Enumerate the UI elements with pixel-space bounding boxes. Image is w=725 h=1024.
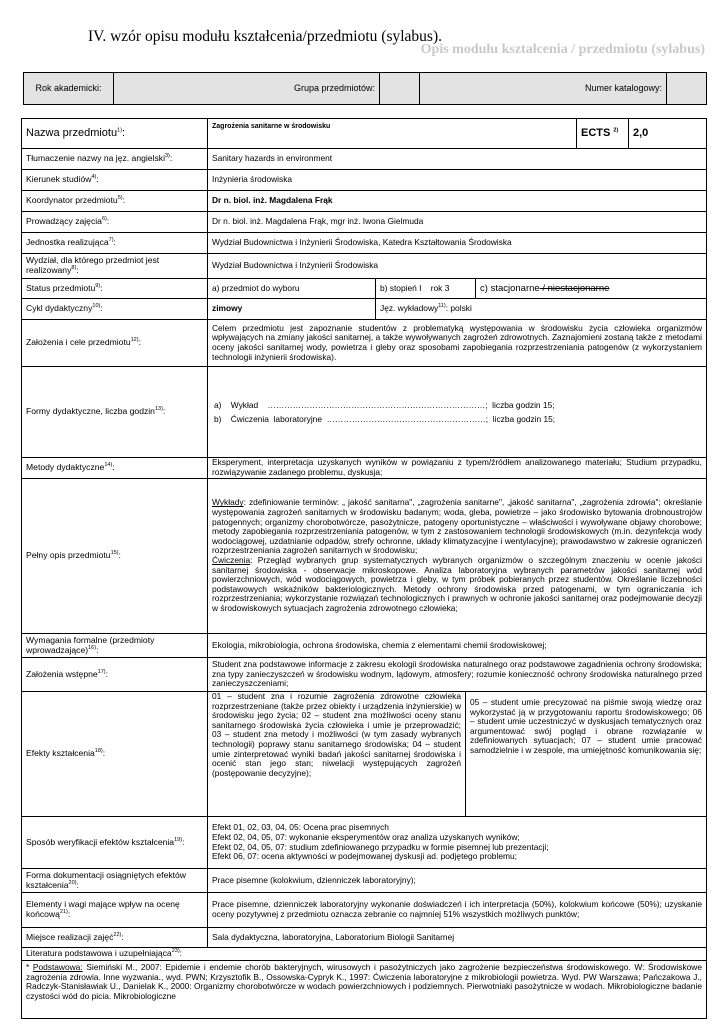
zalozenia-wst-label-cell: Założenia wstępne$^{17)}$: [22, 658, 208, 692]
status-a: a) przedmiot do wyboru [208, 279, 376, 299]
status-c-cell [476, 279, 707, 299]
ects-label: ECTS [581, 126, 611, 139]
cykl-label-cell: Cykl dydaktyczny$^{10)}$: [22, 299, 208, 320]
forma-dok-label-cell: Forma dokumentacji osiągniętych efektów kształcenia$^{20)}$: [22, 869, 208, 893]
wydzial-label: Wydział, dla którego przedmiot jest realizowany [26, 255, 160, 275]
pelny-value [208, 479, 707, 634]
prowadzacy-label-cell: Prowadzący zajęcia$^{6)}$: [22, 212, 208, 233]
rok-label: Rok akademicki: [24, 73, 114, 105]
sposob-label-cell: Sposób weryfikacji efektów kształcenia$^{19)}$: [22, 817, 208, 869]
zalozenia-label-cell: Założenia i cele przedmiotu$^{12)}$: [22, 320, 208, 367]
wydzial-label-cell: Wydział, dla którego przedmiot jest realizowany$^{8)}$: [22, 254, 208, 279]
literatura-label-cell: Literatura podstawowa i uzupełniająca$^{23)}$: [22, 948, 707, 961]
tlumaczenie-value: Sanitary hazards in environment [208, 149, 707, 170]
literatura-value [22, 961, 707, 1019]
formy-label: Formy dydaktyczne, liczba godzin [26, 406, 155, 417]
zalozenia-label: Założenia i cele przedmiotu [26, 337, 131, 348]
metody-label-cell: Metody dydaktyczne$^{14)}$: [22, 458, 208, 479]
nazwa-label-cell: Nazwa przedmiotu$^{1)}$: [22, 119, 208, 149]
literatura-text: Siemiński M., 2007: Epidemie i endemie chorób bakteryjnych, wirusowych i pasożytniczych jako zagrożenie bezpieczeństwa środowiskowego. W: Środowiskowe zagrożenia zdrowia. Inne wyzwania., wyd. PWN; Krzysztofik B., Ossowska-Cypryk K., 1997: Ćwiczenia laboratoryjne z mikrobiologii powietrza. Wyd. PW Warszawa; Pańczakowa J., Radczyk-Stanisławiak U., Danielak K., 2000: Organizmy chorobotwórcze w wodach powierzchniowych i podziemnych. Pierwotniaki pasożytnicze w wodach. Mikrobiologiczne badanie czystości wód do picia. Mikrobiologiczne [26, 962, 702, 1001]
ects-sup: 2) [613, 127, 619, 134]
cykl-label: Cykl dydaktyczny [26, 303, 93, 314]
elementy-label-cell: Elementy i wagi mające wpływ na ocenę końcową$^{21)}$: [22, 893, 208, 928]
grupa-value [380, 73, 420, 105]
numer-value [667, 73, 707, 105]
literatura-sup: 23) [171, 948, 180, 955]
pelny-sup: 15) [110, 550, 119, 557]
jezyk-cell [376, 299, 707, 320]
prowadzacy-label: Prowadzący zajęcia [26, 216, 102, 227]
koordynator-sup: 5) [117, 195, 123, 202]
jezyk-value: : polski [445, 303, 472, 314]
metody-label: Metody dydaktyczne [26, 462, 105, 473]
jednostka-sup: 7) [108, 237, 114, 244]
efekty-left: 01 – student zna i rozumie zagrożenia zdrowotne człowieka rozprzestrzeniane (także przez obiekty i urządzenia inżynierskie) w środowisku jego życia; 02 – student zna możliwości oceny stanu sanitarnego środowiska życia człowieka i umie je przeprowadzić; 03 – student zna metody i możliwości (w tym zasady wybranych technologii) poprawy stanu sanitarnego środowiska; 04 – student umie zinterpretować wyniki badań jakości sanitarnej środowiska i ocenić stan jego stan; niwelacji występujących zagrożeń (postępowanie decyzyjne); [208, 692, 466, 817]
header-table [23, 72, 707, 105]
syllabus-table [21, 118, 707, 1019]
sposob-item: Efekt 02, 04, 05, 07: wykonanie eksperymentów oraz analiza uzyskanych wyników; [212, 831, 520, 842]
tlumaczenie-sup: 3) [165, 153, 170, 160]
efekty-sup: 18) [94, 748, 103, 755]
status-sup: 9) [95, 282, 101, 289]
miejsce-label-cell: Miejsce realizacji zajęć$^{22)}$: [22, 928, 208, 948]
miejsce-sup: 22) [113, 931, 122, 938]
metody-value: Eksperyment, interpretacja uzyskanych wyników w powiązaniu z typem/źródłem analizowanego materiału; Studium przypadku, rozwiązywanie zadanego problemu, dyskusja; [208, 458, 707, 479]
page-title: IV. wzór opisu modułu kształcenia/przedmiotu (sylabus). [88, 28, 442, 45]
pelny-label: Pełny opis przedmiotu [26, 550, 111, 561]
zalozenia-value: Celem przedmiotu jest zapoznanie studentów z problematyką występowania w środowisku życia człowieka organizmów wpływających na zmiany jakości sanitarnej, a także wywoływanych zagrożeń zdrowotnych. Zaznajomieni zostaną także z metodami oceny jakości sanitarnej wody, powietrza i gleby oraz sposobami zapobiegania rozprzestrzeniania patogenów (z wykorzystaniem technologii inżynierii środowiska). [208, 320, 707, 367]
sposob-item: Efekt 02, 04, 05, 07: studium zdefiniowanego przypadku w formie pisemnej lub prezentacji; [212, 841, 549, 852]
literatura-podstawowa-label: Podstawowa: [32, 962, 83, 972]
sposob-sup: 19) [174, 836, 183, 843]
zalozenia-wst-label: Założenia wstępne [26, 668, 98, 679]
status-c-option2: niestacjonarne [547, 282, 610, 294]
miejsce-label: Miejsce realizacji zajęć [26, 931, 114, 942]
jezyk-sup: 11) [438, 303, 446, 310]
formy-sup: 13) [154, 406, 163, 413]
sposob-label: Sposób weryfikacji efektów kształcenia [26, 836, 175, 847]
jezyk-label: Jęz. wykładowy [380, 303, 439, 314]
pelny-cwiczenia-label: Ćwiczenia [212, 555, 251, 565]
koordynator-label: Koordynator przedmiotu [26, 195, 118, 206]
cykl-value: zimowy [208, 299, 376, 320]
wymagania-label: Wymagania formalne (przedmioty wprowadzające) [26, 634, 155, 655]
status-label-cell: Status przedmiotu$^{9)}$: [22, 279, 208, 299]
zalozenia-wst-value: Student zna podstawowe informacje z zakresu ekologii środowiska naturalnego oraz podstawowe zagadnienia ochrony środowiska; zna typy zanieczyszczeń w środowisku wodnym, lądowym, atmosfery; rozumie konieczność ochrony środowiska naturalnego przed zanieczyszczeniami; [208, 658, 707, 692]
forma-dok-value: Prace pisemne (kolokwium, dzienniczek laboratoryjny); [208, 869, 707, 893]
formy-item-b: b) Ćwiczenia laboratoryjne …………………………………………………; liczba godzin 15; [214, 414, 556, 424]
kierunek-value: Inżynieria środowiska [208, 170, 707, 191]
wymagania-sup: 16) [88, 644, 97, 651]
cykl-sup: 10) [92, 303, 101, 310]
pelny-wyklady-label: Wykłady [212, 497, 244, 508]
koordynator-label-cell: Koordynator przedmiotu$^{5)}$: [22, 191, 208, 212]
kierunek-label: Kierunek studiów [26, 174, 92, 185]
forma-dok-sup: 20) [68, 879, 77, 886]
wymagania-value: Ekologia, mikrobiologia, ochrona środowiska, chemia z elementami chemii środowiskowej; [208, 634, 707, 658]
sposob-list [208, 817, 707, 869]
nazwa-sup: 1) [117, 127, 122, 134]
prowadzacy-value: Dr n. biol. inż. Magdalena Frąk, mgr inż. Iwona Gielmuda [208, 212, 707, 233]
status-c-option1: stacjonarne [490, 282, 540, 294]
status-b: b) stopień I rok 3 [376, 279, 476, 299]
zalozenia-wst-sup: 17) [97, 668, 106, 675]
formy-label-cell: Formy dydaktyczne, liczba godzin$^{13)}$: [22, 367, 208, 458]
sposob-item: Efekt 06, 07: ocena aktywności w podejmowanej dyskusji ad. podjętego problemu; [212, 851, 517, 862]
literatura-prefix: * [26, 962, 30, 972]
kierunek-sup: 4) [91, 174, 97, 181]
tlumaczenie-label: Tłumaczenie nazwy na jęz. angielski [26, 153, 165, 164]
zalozenia-sup: 12) [130, 337, 139, 344]
wydzial-value: Wydział Budownictwa i Inżynierii Środowiska [208, 254, 707, 279]
watermark-title: Opis modułu kształcenia / przedmiotu (sylabus) [420, 42, 705, 57]
formy-item-a: a) Wykład ……………………………………………………………………; liczba godzin 15; [214, 400, 555, 410]
efekty-label-cell: Efekty kształcenia$^{18)}$: [22, 692, 208, 817]
wymagania-label-cell: Wymagania formalne (przedmioty wprowadzające)$^{16)}$: [22, 634, 208, 658]
elementy-label: Elementy i wagi mające wpływ na ocenę końcową [26, 899, 180, 919]
wydzial-sup: 8) [71, 265, 77, 272]
grupa-label: Grupa przedmiotów: [114, 73, 380, 105]
miejsce-value: Sala dydaktyczna, laboratoryjna, Laboratorium Biologii Sanitarnej [208, 928, 707, 948]
forma-dok-label: Forma dokumentacji osiągniętych efektów kształcenia [26, 869, 187, 890]
pelny-wyklady-text: : zdefiniowanie terminów: „ jakość sanitarna", „zagrożenia sanitarne", „jakość sanitarna", „zagrożenia zdrowia"; określanie występowania zagrożeń sanitarnych w środowisku badanym; woda, gleba, powietrze – jako środowisko bytowania drobnoustrojów patogennych; organizmy chorobotwórcze, pasożytnicze, patogeny oportunistyczne – właściwości i wywoływane objawy chorobowe; metody zapobiegania rozprzestrzeniania patogenów, w tym z zastosowaniem technologii środowiskowych (m.in. dezynfekcja wody wodociągowej, uzdatnianie odpadów, strefy ochronne, układy klimatyzacyjne i wentylacyjne); prawodawstwo w zakresie ograniczeń rozprzestrzeniania zagrożeń sanitarnych w środowisku; [212, 497, 702, 556]
elementy-sup: 21) [59, 909, 68, 916]
koordynator-value: Dr n. biol. inż. Magdalena Frąk [208, 191, 707, 212]
literatura-label: Literatura podstawowa i uzupełniająca [26, 948, 172, 959]
metody-sup: 14) [104, 462, 113, 469]
numer-label: Numer katalogowy: [420, 73, 667, 105]
ects-label-cell [577, 119, 629, 149]
status-label: Status przedmiotu [26, 282, 96, 293]
nazwa-value: Zagrożenia sanitarne w środowisku [208, 119, 577, 149]
sposob-item: Efekt 01, 02, 03, 04, 05: Ocena prac pisemnych [212, 822, 389, 833]
efekty-label: Efekty kształcenia [26, 748, 95, 759]
formy-list [208, 367, 707, 458]
jednostka-label: Jednostka realizująca [26, 237, 109, 248]
elementy-value: Prace pisemne, dzienniczek laboratoryjny wykonanie doświadczeń i ich interpretacja (50%), kolokwium końcowe (50%); uzyskanie oceny pozytywnej z przedmiotu oznacza zebranie co najmniej 51% wszystkich możliwych punktów; [208, 893, 707, 928]
efekty-right: 05 – student umie precyzować na piśmie swoją wiedzę oraz wykorzystać ją w przygotowaniu raportu środowiskowego; 06 – student umie uczestniczyć w dyskusjach tematycznych oraz argumentować swój pogląd i obrane rozwiązanie w zdefiniowanych sytuacjach; 07 – student umie pracować samodzielnie i w zespole, ma umiejętność komunikowania się; [466, 692, 707, 817]
prowadzacy-sup: 6) [101, 216, 107, 223]
tlumaczenie-label-cell: Tłumaczenie nazwy na jęz. angielski$^{3)}$: [22, 149, 208, 170]
kierunek-label-cell: Kierunek studiów$^{4)}$: [22, 170, 208, 191]
jednostka-value: Wydział Budownictwa i Inżynierii Środowiska, Katedra Kształtowania Środowiska [208, 233, 707, 254]
status-c-prefix: c) [480, 282, 488, 294]
status-c-sep: / [539, 282, 548, 294]
pelny-cwiczenia-text: : Przegląd wybranych grup systematycznych wybranych organizmów o szczególnym znaczeniu w ocenie jakości sanitarnej środowiska - obserwacje mikroskopowe. Analiza laboratoryjna wybranych parametrów jakości sanitarnej wód powierzchniowych, wód wodociągowych, powietrza i gleby, w tym próbek pobieranych przez studentów. Określanie liczebności podstawowych wskaźników bakteriologicznych. Metody ochrony środowiska przed patogenami, w tym ograniczania ich rozprzestrzeniania; wykorzystanie rozwiązań technologicznych i prawnych w ochronie jakości sanitarnej oraz podejmowanie decyzji w środowiskowych sytuacjach zagrożenia zdrowotnego człowieka; [212, 555, 702, 613]
jednostka-label-cell: Jednostka realizująca$^{7)}$: [22, 233, 208, 254]
nazwa-label: Nazwa przedmiotu [26, 126, 118, 139]
pelny-label-cell: Pełny opis przedmiotu$^{15)}$: [22, 479, 208, 634]
ects-value: 2,0 [629, 119, 707, 149]
